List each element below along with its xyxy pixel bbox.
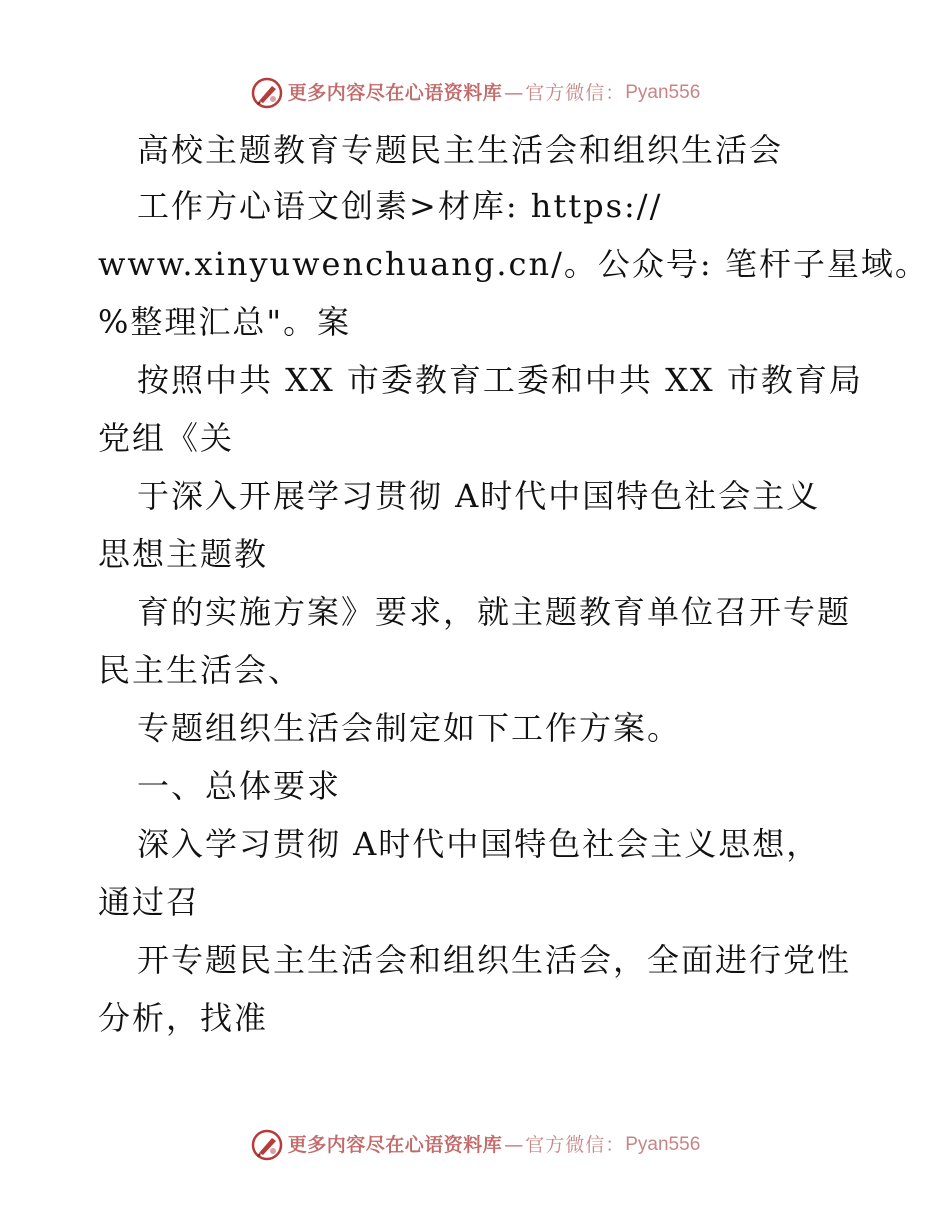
banner-official-label: 官方微信：: [525, 82, 626, 104]
document-text-line: 党组《关: [98, 419, 235, 457]
banner-slogan: 更多内容尽在心语资料库: [287, 82, 503, 104]
section-heading: 一、总体要求: [137, 767, 342, 805]
banner-dash: —: [504, 1134, 524, 1156]
document-text-line: 深入学习贯彻 A时代中国特色社会主义思想，: [137, 825, 821, 863]
banner-account: Pyan556: [625, 82, 701, 103]
header-banner: [0, 76, 950, 110]
document-title-line-1: 高校主题教育专题民主生活会和组织生活会: [137, 131, 784, 169]
document-text-line: 按照中共 XX 市委教育工委和中共 XX 市教育局: [137, 361, 863, 399]
document-title-line-2: 工作方心语文创素>材库: https://: [137, 187, 663, 225]
pen-logo-icon: [250, 76, 284, 110]
document-text-line: 开专题民主生活会和组织生活会，全面进行党性: [137, 941, 852, 979]
document-text-line: 分析，找准: [98, 999, 269, 1037]
document-text-line: 通过召: [98, 883, 201, 921]
document-text-line: 育的实施方案》要求，就主题教育单位召开专题: [137, 593, 852, 631]
banner-official-label: 官方微信：: [525, 1134, 626, 1156]
banner-dash: —: [504, 82, 524, 104]
document-text-line: 专题组织生活会制定如下工作方案。: [137, 709, 682, 747]
banner-account: Pyan556: [625, 1134, 701, 1155]
footer-banner: [0, 1128, 950, 1162]
document-text-line: 思想主题教: [98, 535, 269, 573]
pen-logo-icon: [250, 1128, 284, 1162]
banner-slogan: 更多内容尽在心语资料库: [287, 1134, 503, 1156]
document-text-line: 于深入开展学习贯彻 A时代中国特色社会主义: [137, 477, 821, 515]
document-text-line: 民主生活会、: [98, 651, 303, 689]
document-text-line: %整理汇总"。案: [98, 303, 352, 341]
document-text-line: www.xinyuwenchuang.cn/。公众号: 笔杆子星域。: [98, 245, 929, 283]
